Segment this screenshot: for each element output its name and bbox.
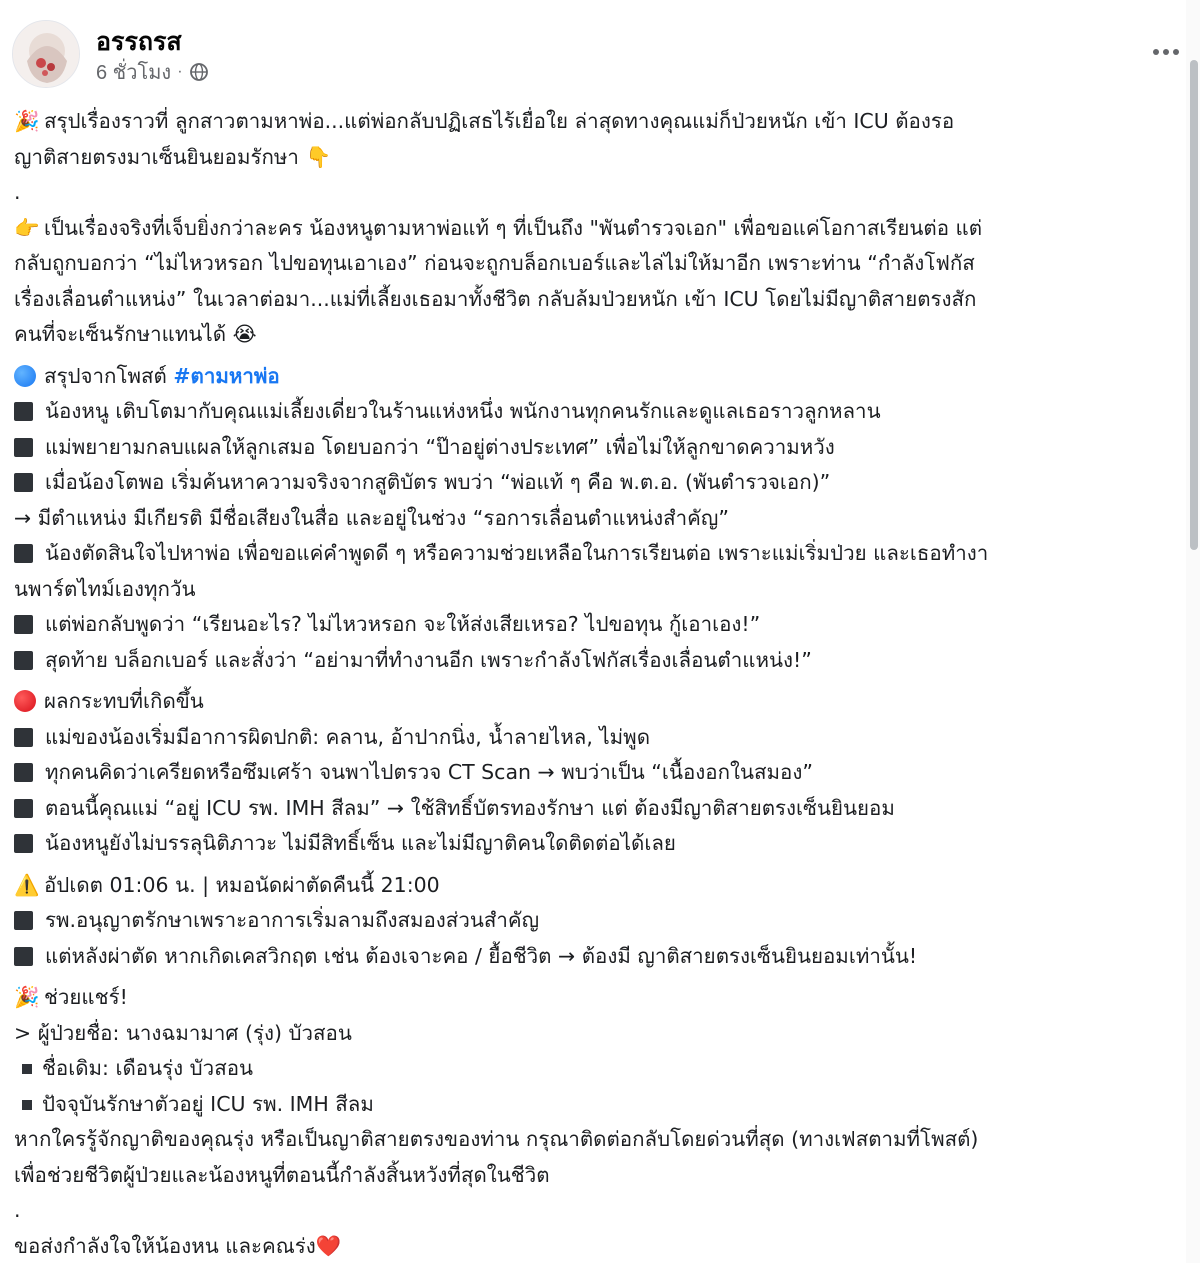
bullet-square-icon <box>14 911 33 930</box>
intro-line-2: ญาติสายตรงมาเซ็นยินยอมรักษา 👇 <box>14 140 1184 176</box>
red-circle-icon <box>14 690 36 712</box>
more-options-icon[interactable] <box>1146 32 1186 72</box>
bullet-square-icon <box>14 651 33 670</box>
warning-icon: ⚠️ <box>14 868 38 904</box>
post-body <box>14 104 1184 1264</box>
summary-item-5: แต่พ่อกลับพูดว่า “เรียนอะไร? ไม่ไหวหรอก จะให้ส่งเสียเหรอ? ไปขอทุน กู้เอาเอง!” <box>14 607 1184 643</box>
bullet-square-icon <box>22 1064 32 1074</box>
update-item-1: รพ.อนุญาตรักษาเพราะอาการเริ่มลามถึงสมองส่วนสำคัญ <box>14 903 1184 939</box>
summary-item-2: แม่พยายามกลบแผลให้ลูกเสมอ โดยบอกว่า “ป๊าอยู่ต่างประเทศ” เพื่อไม่ให้ลูกขาดความหวัง <box>14 430 1184 466</box>
impact-item-1: แม่ของน้องเริ่มมีอาการผิดปกติ: คลาน, อ้าปากนิ่ง, น้ำลายไหล, ไม่พูด <box>14 720 1184 756</box>
summary-item-3: เมื่อน้องโตพอ เริ่มค้นหาความจริงจากสูติบัตร พบว่า “พ่อแท้ ๆ คือ พ.ต.อ. (พันตำรวจเอก)” <box>14 465 1184 501</box>
post-meta <box>96 58 209 86</box>
summary-item-4: น้องตัดสินใจไปหาพ่อ เพื่อขอแค่คำพูดดี ๆ หรือความช่วยเหลือในการเรียนต่อ เพราะแม่เริ่มป่วย และเธอทำงา <box>14 536 1184 572</box>
bullet-square-icon <box>14 799 33 818</box>
post-header <box>0 0 1200 100</box>
story-line-1: 👉 เป็นเรื่องจริงที่เจ็บยิ่งกว่าละคร น้องหนูตามหาพ่อแท้ ๆ ที่เป็นถึง "พันตำรวจเอก" เพื่อขอแค่โอกาสเรียนต่อ แต่ <box>14 211 1184 247</box>
bullet-square-icon <box>14 402 33 421</box>
share-appeal-2: เพื่อช่วยชีวิตผู้ป่วยและน้องหนูที่ตอนนี้กำลังสิ้นหวังที่สุดในชีวิต <box>14 1158 1184 1194</box>
hashtag-link[interactable]: #ตามหาพ่อ <box>173 364 279 388</box>
separator-dot-2: . <box>14 1193 1184 1229</box>
separator-dot-1: . <box>14 175 1184 211</box>
bullet-square-icon <box>14 728 33 747</box>
story-line-4: คนที่จะเซ็นรักษาแทนได้ 😭 <box>14 317 1184 353</box>
bullet-square-icon <box>14 473 33 492</box>
bullet-square-icon <box>14 947 33 966</box>
closing-line: ขอส่งกำลังใจให้น้องหน และคณร่ง❤️ <box>14 1229 1184 1264</box>
bullet-square-icon <box>22 1100 32 1110</box>
impact-item-3: ตอนนี้คุณแม่ “อยู่ ICU รพ. IMH สีลม” → ใช้สิทธิ์บัตรทองรักษา แต่ ต้องมีญาติสายตรงเซ็นยินยอม <box>14 791 1184 827</box>
impact-item-4: น้องหนูยังไม่บรรลุนิติภาวะ ไม่มีสิทธิ์เซ็น และไม่มีญาติคนใดติดต่อได้เลย <box>14 826 1184 862</box>
bullet-square-icon <box>14 615 33 634</box>
avatar-illustration <box>13 21 80 88</box>
impact-heading: ผลกระทบที่เกิดขึ้น <box>14 684 1184 720</box>
blue-circle-icon <box>14 365 36 387</box>
author-name[interactable]: อรรถรส <box>96 22 182 62</box>
impact-item-2: ทุกคนคิดว่าเครียดหรือซึมเศร้า จนพาไปตรวจ CT Scan → พบว่าเป็น “เนื้องอกในสมอง” <box>14 755 1184 791</box>
party-popper-icon: 🎉 <box>14 104 38 140</box>
story-line-3: เรื่องเลื่อนตำแหน่ง” ในเวลาต่อมา...แม่ที่เลี้ยงเธอมาทั้งชีวิต กลับล้มป่วยหนัก เข้า ICU โดยไม่มีญาติสายตรงสัก <box>14 282 1184 318</box>
scrollbar-thumb[interactable] <box>1190 60 1198 550</box>
share-location: ปัจจุบันรักษาตัวอยู่ ICU รพ. IMH สีลม <box>14 1087 1184 1123</box>
update-heading: ⚠️ อัปเดต 01:06 น. | หมอนัดผ่าตัดคืนนี้ 21:00 <box>14 868 1184 904</box>
post-time[interactable]: 6 ชั่วโมง <box>96 56 171 88</box>
pointing-right-icon: 👉 <box>14 211 38 247</box>
share-appeal-1: หากใครรู้จักญาติของคุณรุ่ง หรือเป็นญาติสายตรงของท่าน กรุณาติดต่อกลับโดยด่วนที่สุด (ทางเฟสตามที่โพสต์) <box>14 1122 1184 1158</box>
bullet-square-icon <box>14 438 33 457</box>
red-heart-icon: ❤️ <box>316 1234 342 1258</box>
intro-line-1: 🎉 สรุปเรื่องราวที่ ลูกสาวตามหาพ่อ...แต่พ่อกลับปฏิเสธไร้เยื่อใย ล่าสุดทางคุณแม่ก็ป่วยหนัก เข้า ICU ต้องรอ <box>14 104 1184 140</box>
meta-separator: · <box>177 63 182 81</box>
summary-item-1: น้องหนู เติบโตมากับคุณแม่เลี้ยงเดี่ยวในร้านแห่งหนึ่ง พนักงานทุกคนรักและดูแลเธอราวลูกหลาน <box>14 394 1184 430</box>
pointing-down-icon: 👇 <box>305 140 329 176</box>
summary-arrow-line: → มีตำแหน่ง มีเกียรติ มีชื่อเสียงในสื่อ และอยู่ในช่วง “รอการเลื่อนตำแหน่งสำคัญ” <box>14 501 1184 537</box>
summary-heading: สรุปจากโพสต์ #ตามหาพ่อ <box>14 359 1184 395</box>
scrollbar[interactable] <box>1186 0 1200 1263</box>
share-heading: 🎉 ช่วยแชร์! <box>14 980 1184 1016</box>
update-item-2: แต่หลังผ่าตัด หากเกิดเคสวิกฤต เช่น ต้องเจาะคอ / ยื้อชีวิต → ต้องมี ญาติสายตรงเซ็นยินยอมเท่านั้น! <box>14 939 1184 975</box>
summary-item-4-cont: นพาร์ตไทม์เองทุกวัน <box>14 572 1184 608</box>
author-avatar[interactable] <box>12 20 80 88</box>
summary-item-6: สุดท้าย บล็อกเบอร์ และสั่งว่า “อย่ามาที่ทำงานอีก เพราะกำลังโฟกัสเรื่องเลื่อนตำแหน่ง!” <box>14 643 1184 679</box>
bullet-square-icon <box>14 544 33 563</box>
story-line-2: กลับถูกบอกว่า “ไม่ไหวหรอก ไปขอทุนเอาเอง” ก่อนจะถูกบล็อกเบอร์และไล่ไม่ให้มาอีก เพราะท่าน “กำลังโฟกัส <box>14 246 1184 282</box>
party-popper-icon: 🎉 <box>14 980 38 1016</box>
share-patient: > ผู้ป่วยชื่อ: นางฉมามาศ (รุ่ง) บัวสอน <box>14 1016 1184 1052</box>
crying-face-icon: 😭 <box>233 317 257 353</box>
bullet-square-icon <box>14 763 33 782</box>
share-former-name: ชื่อเดิม: เดือนรุ่ง บัวสอน <box>14 1051 1184 1087</box>
bullet-square-icon <box>14 834 33 853</box>
globe-icon[interactable] <box>189 62 209 82</box>
